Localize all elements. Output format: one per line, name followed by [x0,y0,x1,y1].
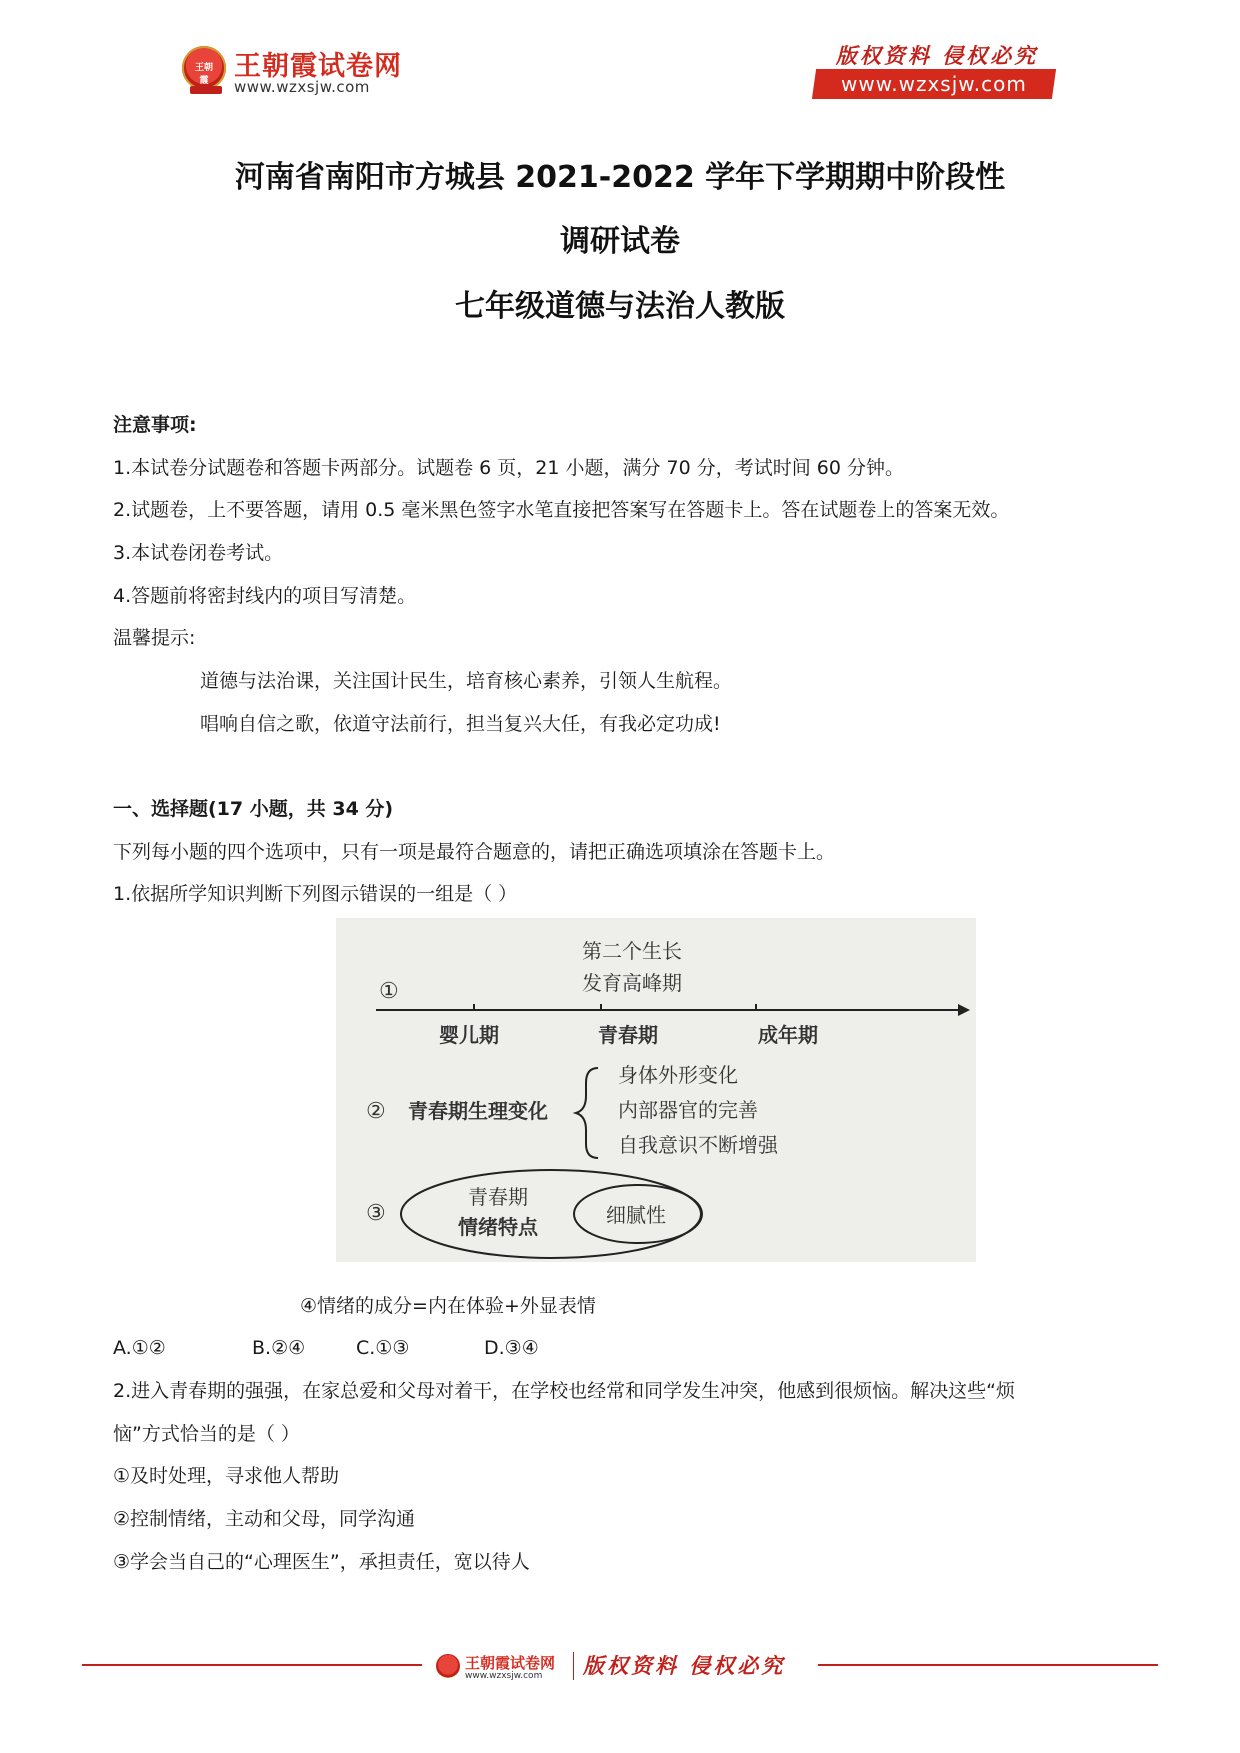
notice-item-4: 4.答题前将密封线内的项目写清楚。 [113,585,417,607]
question-1-item-4: ④情绪的成分=内在体验+外显表情 [300,1295,596,1317]
footer-divider [573,1652,574,1680]
brace-icon [576,1068,598,1158]
footer-logo-url: www.wzxsjw.com [465,1671,543,1681]
question-2-item-2: ②控制情绪，主动和父母，同学沟通 [113,1508,416,1530]
logo-badge-icon [182,46,226,90]
timeline-arrow-icon [958,1004,970,1016]
question-2-item-1: ①及时处理，寻求他人帮助 [113,1465,340,1487]
title-line-2: 调研试卷 [560,224,680,259]
figure-drawing [336,918,976,1262]
notice-item-1: 1.本试卷分试题卷和答题卡两部分。试题卷 6 页，21 小题，满分 70 分，考试时间 60 分钟。 [113,457,905,479]
title-line-3: 七年级道德与法治人教版 [455,289,785,324]
question-2-item-3: ③学会当自己的“心理医生”，承担责任，宽以待人 [113,1551,530,1573]
logo-badge-text: 王朝霞 [194,63,213,86]
question-2-stem-2: 恼”方式恰当的是（ ） [113,1423,300,1445]
item3-inner: 细腻性 [606,1203,666,1227]
footer-logo-name: 王朝霞试卷网 [465,1654,556,1672]
logo-name: 王朝霞试卷网 [234,51,402,82]
copyright-url: www.wzxsjw.com [841,72,1027,96]
question-2-stem-1: 2.进入青春期的强强，在家总爱和父母对着干，在学校也经常和同学发生冲突，他感到很烦恼。解决这些“烦 [113,1380,1015,1402]
question-1-stem: 1.依据所学知识判断下列图示错误的一组是（ ） [113,883,518,905]
section-instruction: 下列每小题的四个选项中，只有一项是最符合题意的，请把正确选项填涂在答题卡上。 [113,841,836,863]
notice-heading: 注意事项: [113,414,197,436]
stage-adult: 成年期 [758,1023,818,1047]
item2-label: 青春期生理变化 [408,1099,548,1123]
option-a: A.①② [113,1337,166,1359]
notice-item-2: 2.试题卷，上不要答题，请用 0.5 毫米黑色签字水笔直接把答案写在答题卡上。答在试题卷上的答案无效。 [113,499,1010,521]
tip-heading: 温馨提示: [113,627,196,649]
item3-outer-line-1: 青春期 [468,1185,528,1209]
copyright-slogan: 版权资料 侵权必究 [835,43,1039,68]
tip-line-1: 道德与法治课，关注国计民生，培育核心素养，引领人生航程。 [200,670,733,692]
item2-branch-1: 身体外形变化 [618,1063,738,1087]
figure-marker-3: ③ [366,1201,386,1226]
peak-label-1: 第二个生长 [582,939,682,963]
option-b: B.②④ [252,1337,306,1359]
footer-slogan: 版权资料 侵权必究 [583,1653,786,1678]
notice-item-3: 3.本试卷闭卷考试。 [113,542,284,564]
figure-marker-1: ① [379,979,399,1004]
footer-logo-icon [436,1654,460,1678]
stage-infant: 婴儿期 [439,1023,499,1047]
item2-branch-2: 内部器官的完善 [618,1098,758,1122]
copyright-url-box [812,69,1056,99]
item2-branch-3: 自我意识不断增强 [618,1133,778,1157]
logo-ribbon [190,86,222,94]
question-1-figure [336,918,976,1262]
option-d: D.③④ [484,1337,539,1359]
peak-label-2: 发育高峰期 [582,971,682,995]
stage-adolescence: 青春期 [598,1023,658,1047]
footer-rule-right [818,1664,1158,1666]
item3-outer-line-2: 情绪特点 [458,1215,538,1239]
logo-url: www.wzxsjw.com [234,78,370,96]
title-line-1: 河南省南阳市方城县 2021-2022 学年下学期期中阶段性 [234,160,1006,195]
figure-marker-2: ② [366,1099,386,1124]
tip-line-2: 唱响自信之歌，依道守法前行，担当复兴大任，有我必定功成! [200,713,721,735]
footer-rule-left [82,1664,422,1666]
option-c: C.①③ [356,1337,410,1359]
section-heading: 一、选择题(17 小题，共 34 分) [113,798,394,820]
